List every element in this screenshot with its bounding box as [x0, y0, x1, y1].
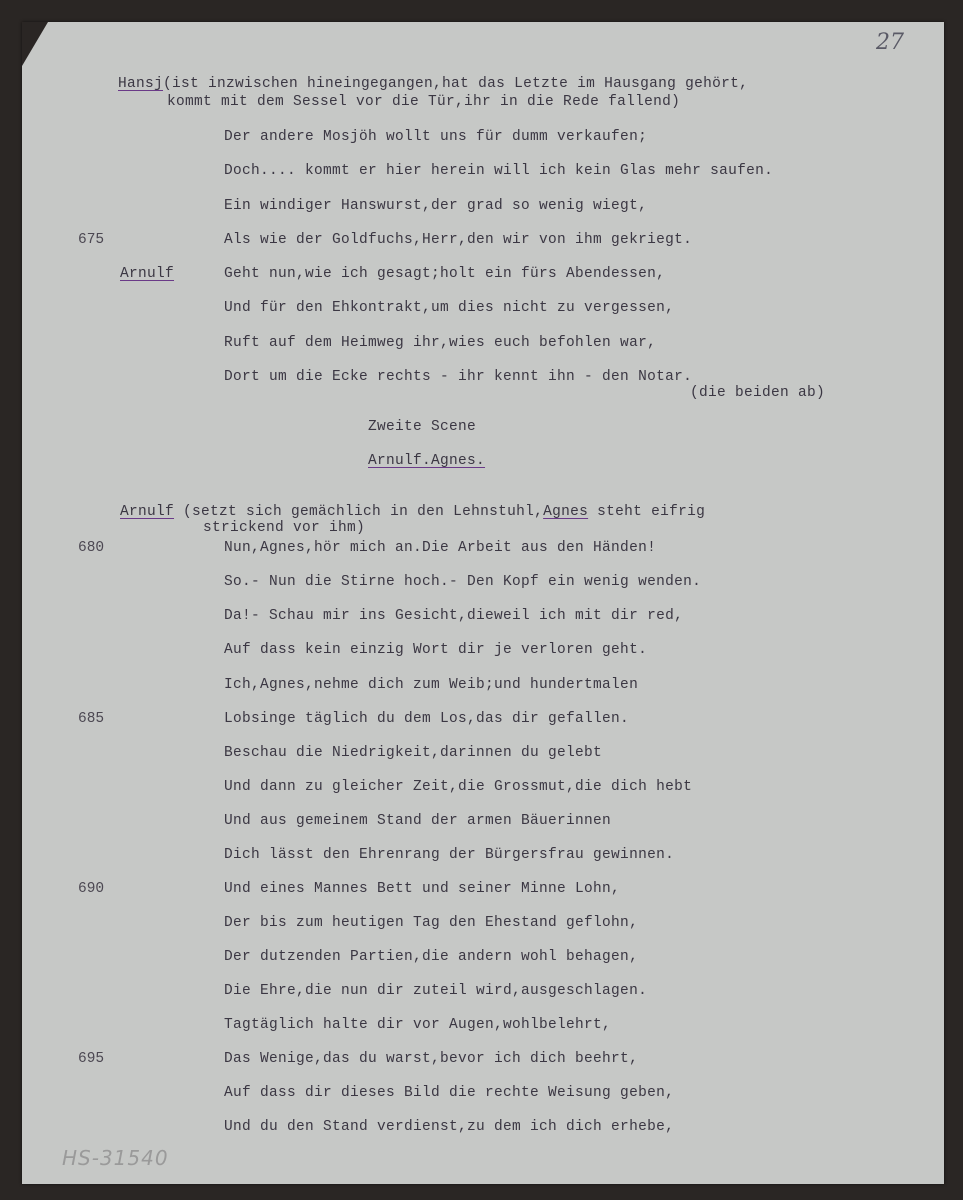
verse-line: Auf dass dir dieses Bild die rechte Weisung geben, — [224, 1085, 675, 1101]
verse-line: Dich lässt den Ehrenrang der Bürgersfrau gewinnen. — [224, 847, 675, 863]
verse-line: Der dutzenden Partien,die andern wohl behagen, — [224, 949, 639, 965]
verse-line: Tagtäglich halte dir vor Augen,wohlbelehrt, — [224, 1017, 612, 1033]
verse-line: Beschau die Niedrigkeit,darinnen du gelebt — [224, 745, 603, 761]
line-number: 675 — [78, 232, 105, 248]
speaker-arnulf: Arnulf — [120, 266, 175, 282]
stage-direction: kommt mit dem Sessel vor die Tür,ihr in die Rede fallend) — [167, 94, 681, 110]
verse-line: Da!- Schau mir ins Gesicht,dieweil ich mit dir red, — [224, 608, 684, 624]
verse-line: Nun,Agnes,hör mich an.Die Arbeit aus den Händen! — [224, 540, 657, 556]
stage-direction: steht eifrig — [588, 504, 706, 520]
typewritten-page — [22, 22, 944, 1184]
verse-line: Ein windiger Hanswurst,der grad so wenig wiegt, — [224, 198, 648, 214]
line-number: 690 — [78, 881, 105, 897]
verse-line: Die Ehre,die nun dir zuteil wird,ausgeschlagen. — [224, 983, 648, 999]
verse-line: So.- Nun die Stirne hoch.- Den Kopf ein wenig wenden. — [224, 574, 702, 590]
verse-line: Ruft auf dem Heimweg ihr,wies euch befohlen war, — [224, 335, 657, 351]
hansj-heading — [118, 76, 748, 92]
verse-line: Der bis zum heutigen Tag den Ehestand geflohn, — [224, 915, 639, 931]
verse-line: Und eines Mannes Bett und seiner Minne Lohn, — [224, 881, 621, 897]
verse-line: Als wie der Goldfuchs,Herr,den wir von ihm gekriegt. — [224, 232, 693, 248]
verse-line: Geht nun,wie ich gesagt;holt ein fürs Abendessen, — [224, 266, 666, 282]
verse-line: Ich,Agnes,nehme dich zum Weib;und hundertmalen — [224, 677, 639, 693]
verse-line: Doch.... kommt er hier herein will ich kein Glas mehr saufen. — [224, 163, 774, 179]
arnulf-heading — [120, 504, 705, 520]
page-number: 27 — [876, 30, 904, 55]
verse-line: Und du den Stand verdienst,zu dem ich dich erhebe, — [224, 1119, 675, 1135]
stage-direction: (ist inzwischen hineingegangen,hat das Letzte im Hausgang gehört, — [163, 76, 749, 92]
archive-signature: HS-31540 — [62, 1146, 169, 1170]
verse-line: Der andere Mosjöh wollt uns für dumm verkaufen; — [224, 129, 648, 145]
stage-direction: (setzt sich gemächlich in den Lehnstuhl, — [183, 504, 544, 520]
verse-line: Dort um die Ecke rechts - ihr kennt ihn - den Notar. — [224, 369, 693, 385]
speaker-hansj: Hansj — [118, 76, 164, 92]
verse-line: Und dann zu gleicher Zeit,die Grossmut,die dich hebt — [224, 779, 693, 795]
line-number: 680 — [78, 540, 105, 556]
folded-corner — [22, 22, 48, 66]
stage-direction: strickend vor ihm) — [203, 520, 366, 536]
line-number: 695 — [78, 1051, 105, 1067]
scene-title: Zweite Scene — [368, 419, 477, 435]
verse-line: Das Wenige,das du warst,bevor ich dich beehrt, — [224, 1051, 639, 1067]
character-agnes: Agnes — [543, 504, 589, 520]
scene-characters: Arnulf.Agnes. — [368, 453, 486, 469]
stage-direction-exit: (die beiden ab) — [690, 385, 826, 401]
verse-line: Und für den Ehkontrakt,um dies nicht zu vergessen, — [224, 300, 675, 316]
verse-line: Auf dass kein einzig Wort dir je verloren geht. — [224, 642, 648, 658]
speaker-arnulf: Arnulf — [120, 504, 175, 520]
line-number: 685 — [78, 711, 105, 727]
verse-line: Lobsinge täglich du dem Los,das dir gefallen. — [224, 711, 630, 727]
verse-line: Und aus gemeinem Stand der armen Bäuerinnen — [224, 813, 612, 829]
